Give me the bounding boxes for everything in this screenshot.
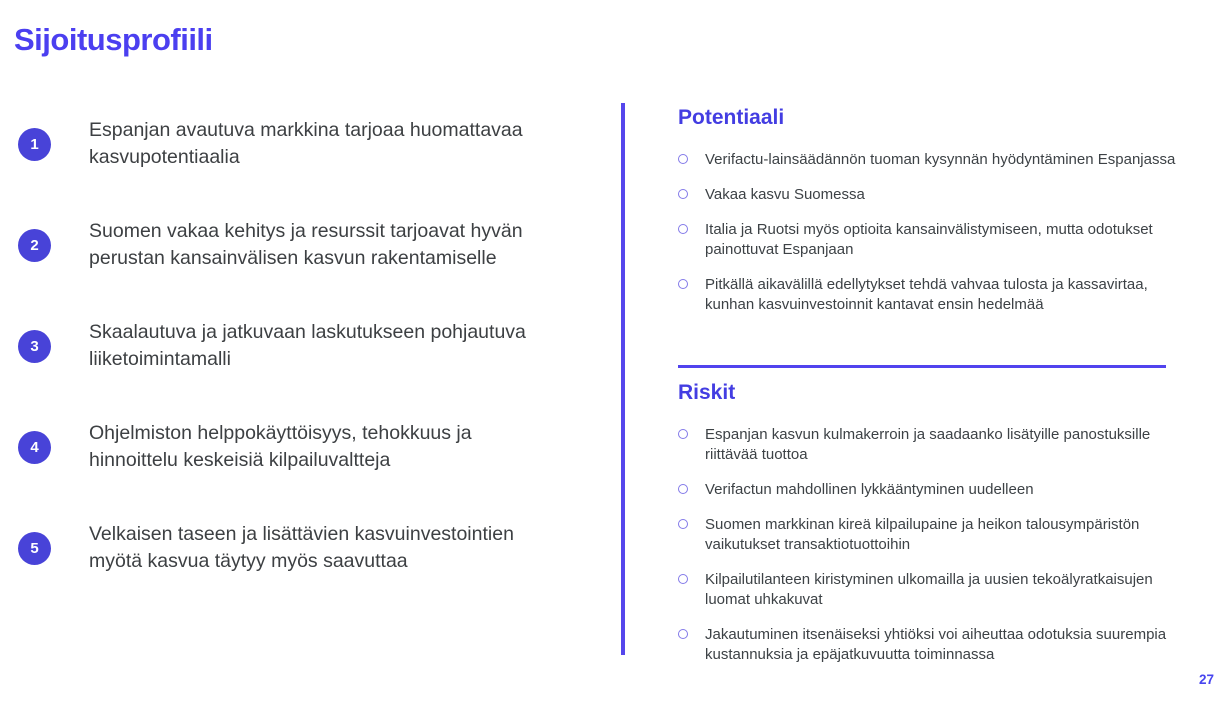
circle-bullet-icon bbox=[678, 154, 688, 164]
list-item-text: Suomen vakaa kehitys ja resurssit tarjoavat hyvän perustan kansainvälisen kasvun rakentamiselle bbox=[89, 220, 523, 269]
bullet-text: Suomen markkinan kireä kilpailupaine ja heikon talousympäristön vaikutukset transaktiotuottoihin bbox=[705, 516, 1140, 553]
list-item bbox=[18, 520, 578, 576]
bullet-item bbox=[678, 515, 1178, 555]
number-badge: 2 bbox=[18, 229, 51, 262]
right-column bbox=[678, 105, 1178, 680]
bullet-text: Jakautuminen itsenäiseksi yhtiöksi voi aiheuttaa odotuksia suurempia kustannuksia ja epäjatkuvuutta toiminnassa bbox=[705, 626, 1167, 663]
circle-bullet-icon bbox=[678, 574, 688, 584]
number-badge: 3 bbox=[18, 330, 51, 363]
circle-bullet-icon bbox=[678, 224, 688, 234]
bullet-text: Italia ja Ruotsi myös optioita kansainvälistymiseen, mutta odotukset painottuvat Espanjaan bbox=[705, 221, 1153, 258]
horizontal-divider bbox=[678, 365, 1166, 368]
bullet-text: Kilpailutilanteen kiristyminen ulkomailla ja uusien tekoälyratkaisujen luomat uhkakuvat bbox=[705, 571, 1153, 608]
page-number: 27 bbox=[1198, 672, 1214, 687]
list-item bbox=[18, 217, 578, 273]
list-item-text: Espanjan avautuva markkina tarjoaa huomattavaa kasvupotentiaalia bbox=[89, 119, 523, 168]
circle-bullet-icon bbox=[678, 189, 688, 199]
number-badge: 1 bbox=[18, 128, 51, 161]
bullet-text: Vakaa kasvu Suomessa bbox=[705, 186, 865, 203]
bullet-item bbox=[678, 625, 1178, 665]
bullet-item bbox=[678, 150, 1178, 170]
list-item bbox=[18, 318, 578, 374]
bullet-item bbox=[678, 570, 1178, 610]
vertical-divider bbox=[621, 103, 625, 655]
number-badge: 4 bbox=[18, 431, 51, 464]
risks-bullet-list bbox=[678, 425, 1178, 665]
bullet-text: Verifactun mahdollinen lykkääntyminen uudelleen bbox=[705, 481, 1034, 498]
bullet-item bbox=[678, 275, 1178, 315]
bullet-text: Pitkällä aikavälillä edellytykset tehdä vahvaa tulosta ja kassavirtaa, kunhan kasvuinvestoinnit kantavat ensin hedelmää bbox=[705, 276, 1148, 313]
circle-bullet-icon bbox=[678, 519, 688, 529]
circle-bullet-icon bbox=[678, 629, 688, 639]
number-badge: 5 bbox=[18, 532, 51, 565]
key-points-list bbox=[18, 116, 578, 621]
bullet-item bbox=[678, 425, 1178, 465]
bullet-text: Espanjan kasvun kulmakerroin ja saadaanko lisätyille panostuksille riittävää tuottoa bbox=[705, 426, 1151, 463]
list-item bbox=[18, 116, 578, 172]
bullet-text: Verifactu-lainsäädännön tuoman kysynnän hyödyntäminen Espanjassa bbox=[705, 151, 1176, 168]
page-title: Sijoitusprofiili bbox=[14, 22, 213, 57]
circle-bullet-icon bbox=[678, 279, 688, 289]
list-item-text: Velkaisen taseen ja lisättävien kasvuinvestointien myötä kasvua täytyy myös saavuttaa bbox=[89, 523, 514, 572]
circle-bullet-icon bbox=[678, 429, 688, 439]
bullet-item bbox=[678, 185, 1178, 205]
bullet-item bbox=[678, 480, 1178, 500]
potential-bullet-list bbox=[678, 150, 1178, 315]
bullet-item bbox=[678, 220, 1178, 260]
potential-heading: Potentiaali bbox=[678, 106, 785, 129]
list-item-text: Skaalautuva ja jatkuvaan laskutukseen pohjautuva liiketoimintamalli bbox=[89, 321, 526, 370]
circle-bullet-icon bbox=[678, 484, 688, 494]
risks-heading: Riskit bbox=[678, 381, 736, 404]
list-item-text: Ohjelmiston helppokäyttöisyys, tehokkuus ja hinnoittelu keskeisiä kilpailuvaltteja bbox=[89, 422, 472, 471]
list-item bbox=[18, 419, 578, 475]
